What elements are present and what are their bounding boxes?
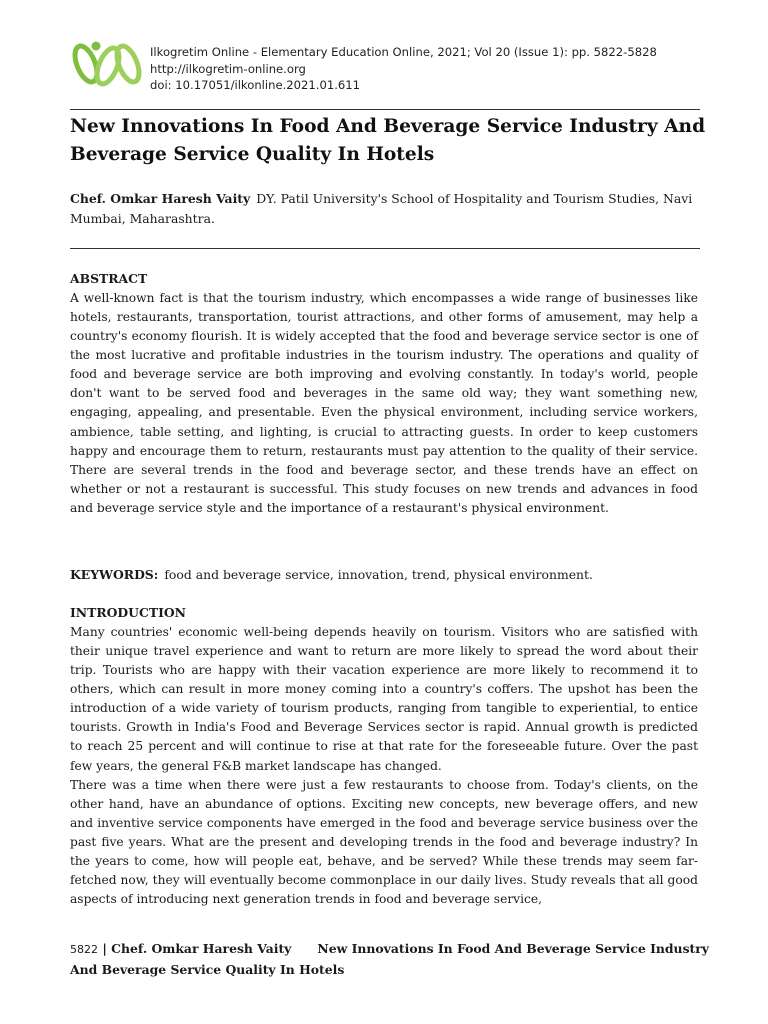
author-name: Chef. Omkar Haresh Vaity xyxy=(70,191,251,206)
keywords-label: KEYWORDS: xyxy=(70,567,159,582)
author-affiliation: DY. Patil University's School of Hospitality and Tourism Studies, Navi Mumbai, Maharashtra. xyxy=(70,191,693,226)
journal-header xyxy=(70,38,700,100)
footer-author: Chef. Omkar Haresh Vaity xyxy=(111,941,292,956)
journal-citation-block xyxy=(150,44,657,94)
abstract-heading: ABSTRACT xyxy=(70,271,148,286)
introduction-paragraph-2: There was a time when there were just a few restaurants to choose from. Today's clients, on the other hand, have an abundance of options. Exciting new concepts, new beverage offers, and new and inventive service components have emerged in the food and beverage service business over the past five years. What are the present and developing trends in the food and beverage industry? In the years to come, how will people eat, behave, and be served? While these trends may seem far-fetched now, they will eventually become commonplace in our daily lives. Study reveals that all good aspects of introducing next generation trends in food and beverage service, xyxy=(70,778,698,907)
introduction-paragraph-1: Many countries' economic well-being depends heavily on tourism. Visitors who are satisfied with their unique travel experience and want to return are more likely to spread the word about their trip. Tourists who are happy with their vacation experience are more likely to recommend it to others, which can result in more money coming into a country's coffers. The upshot has been the introduction of a wide variety of tourism products, ranging from tangible to experiential, to entice tourists. Growth in India's Food and Beverage Services sector is rapid. Annual growth is predicted to reach 25 percent and will continue to rise at that rate for the foreseeable future. Over the past few years, the general F&B market landscape has changed. xyxy=(70,625,698,773)
footer-title: New Innovations In Food And Beverage Service Industry And Beverage Service Quality In Hotels xyxy=(70,941,709,977)
page-footer xyxy=(70,939,710,980)
author-block xyxy=(70,189,710,229)
keywords-text: food and beverage service, innovation, trend, physical environment. xyxy=(164,567,593,582)
journal-citation: Ilkogretim Online - Elementary Education Online, 2021; Vol 20 (Issue 1): pp. 5822-5828 xyxy=(150,45,657,59)
ilkogretim-logo-icon xyxy=(72,40,144,88)
author-divider xyxy=(70,248,700,249)
introduction-heading: INTRODUCTION xyxy=(70,605,186,620)
abstract-text: A well-known fact is that the tourism industry, which encompasses a wide range of businesses like hotels, restaurants, transportation, tourist attractions, and other forms of amusement, may help a country's economy flourish. It is widely accepted that the food and beverage service sector is one of the most lucrative and profitable industries in the tourism industry. The operations and quality of food and beverage service are both improving and evolving constantly. In today's world, people don't want to be served food and beverages in the same old way; they want something new, engaging, appealing, and presentable. Even the physical environment, including service workers, ambience, table setting, and lighting, is crucial to attracting guests. In order to keep customers happy and encourage them to return, restaurants must pay attention to the quality of their service. There are several trends in the food and beverage sector, and these trends have an effect on whether or not a restaurant is successful. This study focuses on new trends and advances in food and beverage service style and the importance of a restaurant's physical environment. xyxy=(70,291,698,515)
footer-separator: | xyxy=(102,941,107,956)
header-divider xyxy=(70,109,700,110)
keywords-line xyxy=(70,565,593,584)
journal-doi[interactable]: doi: 10.17051/ilkonline.2021.01.611 xyxy=(150,78,361,92)
paper-title: New Innovations In Food And Beverage Service Industry And Beverage Service Quality In Hotels xyxy=(70,116,706,165)
page-number: 5822 xyxy=(70,943,98,956)
journal-url[interactable]: http://ilkogretim-online.org xyxy=(150,61,306,76)
